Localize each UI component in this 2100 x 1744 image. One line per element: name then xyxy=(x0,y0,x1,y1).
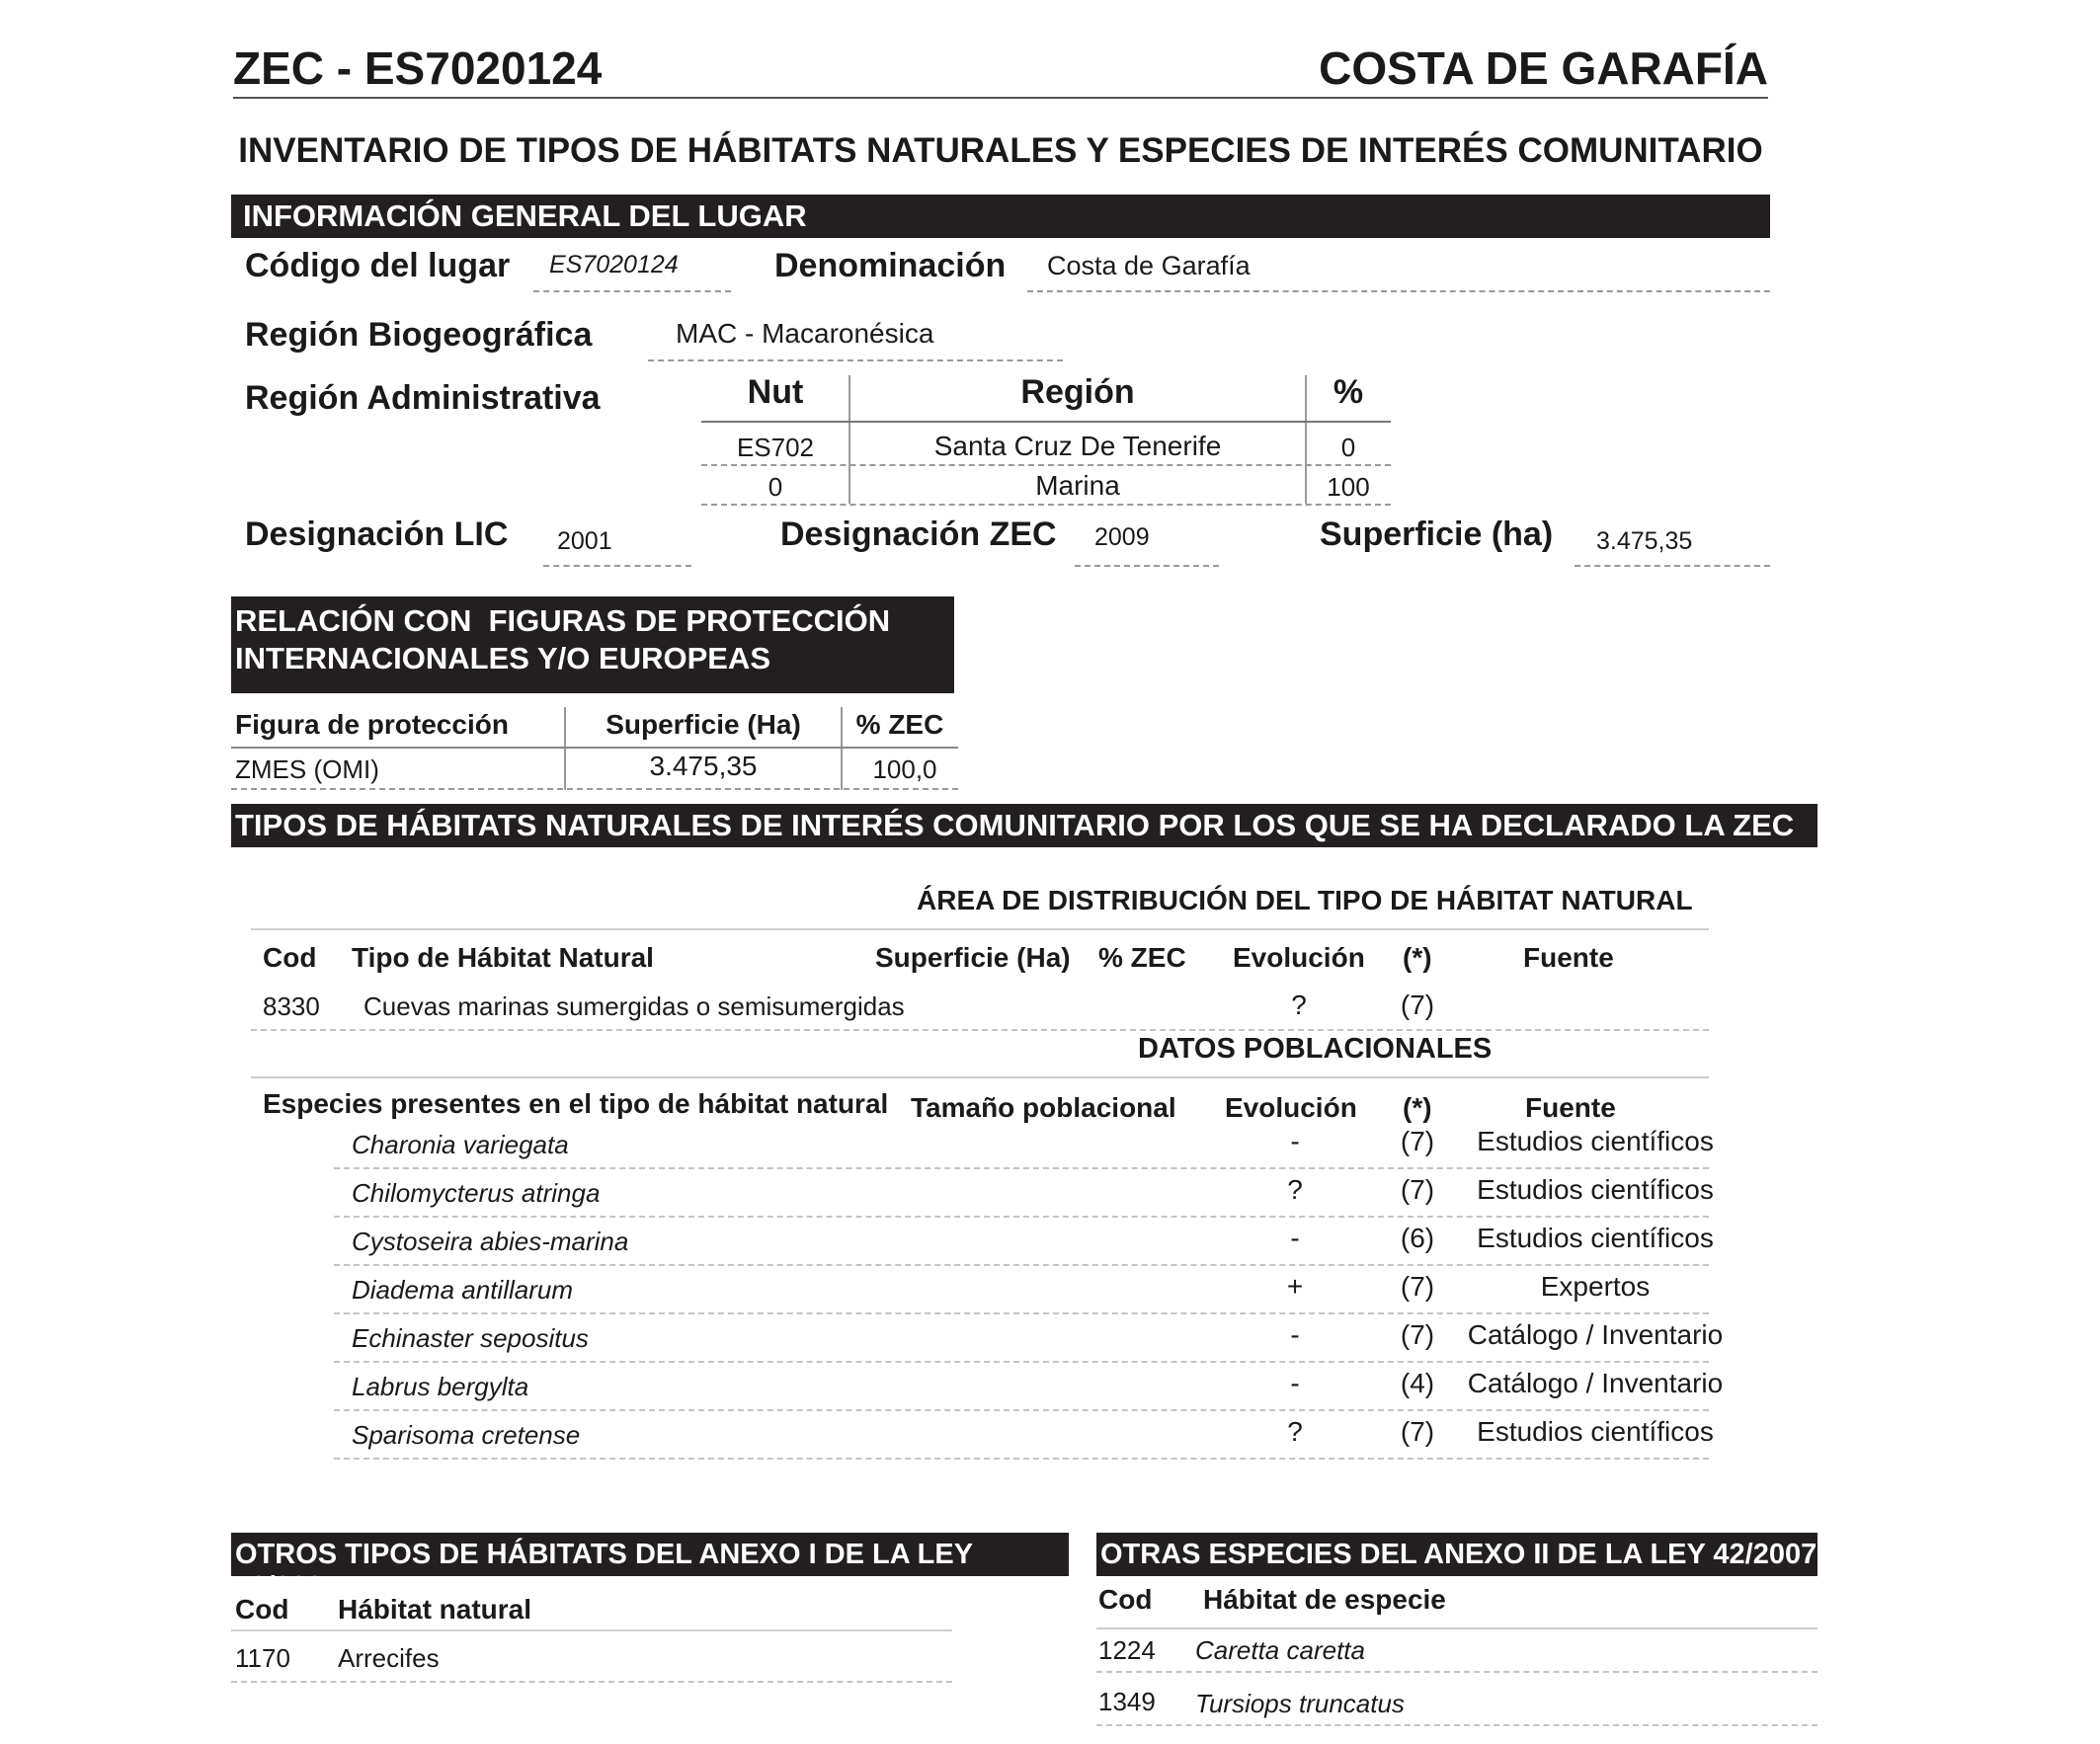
lic-label: Designación LIC xyxy=(245,515,509,553)
species-cell-fuente: Estudios científicos xyxy=(1477,1174,1714,1205)
species-cell-fuente: Catálogo / Inventario xyxy=(1467,1319,1724,1350)
species-cell-fuente: Estudios científicos xyxy=(1477,1416,1714,1447)
otras-especies-row-rule xyxy=(1096,1671,1817,1673)
region-bio-label: Región Biogeográfica xyxy=(245,316,593,354)
admin-header-region: Región xyxy=(1020,373,1135,411)
habitat-header-cod: Cod xyxy=(263,942,317,973)
lic-underline xyxy=(543,565,691,567)
admin-cell-region: Santa Cruz De Tenerife xyxy=(933,431,1222,461)
area-distribucion-title: ÁREA DE DISTRIBUCIÓN DEL TIPO DE HÁBITAT NATURAL xyxy=(917,885,1693,915)
codigo-underline xyxy=(533,290,731,292)
lic-value: 2001 xyxy=(557,527,612,555)
proteccion-header-superficie: Superficie (Ha) xyxy=(606,709,801,740)
species-cell-name: Cystoseira abies-marina xyxy=(352,1227,629,1256)
otras-especies-header-rule xyxy=(1096,1627,1817,1629)
habitat-header-superficie: Superficie (Ha) xyxy=(875,942,1071,973)
species-cell-ast: (7) xyxy=(1400,1126,1435,1156)
species-row-rule xyxy=(334,1361,1709,1363)
zec-label: Designación ZEC xyxy=(780,515,1057,553)
habitat-header-pct: % ZEC xyxy=(1098,942,1186,973)
zec-value: 2009 xyxy=(1094,523,1150,551)
habitat-header-tipo: Tipo de Hábitat Natural xyxy=(352,942,654,973)
habitat-cell-tipo: Cuevas marinas sumergidas o semisumergidas xyxy=(363,991,905,1021)
otros-habitats-row-rule xyxy=(231,1681,952,1683)
otras-especies-row-rule xyxy=(1096,1724,1817,1726)
species-cell-evolucion: - xyxy=(1290,1319,1300,1350)
species-cell-name: Charonia variegata xyxy=(352,1130,569,1159)
species-cell-fuente: Estudios científicos xyxy=(1477,1223,1714,1253)
denominacion-value: Costa de Garafía xyxy=(1047,251,1251,280)
species-cell-fuente: Catálogo / Inventario xyxy=(1467,1368,1724,1398)
species-cell-evolucion: ? xyxy=(1287,1416,1303,1447)
proteccion-header xyxy=(231,596,954,693)
region-admin-label: Región Administrativa xyxy=(245,379,601,417)
otros-habitats-header-habitat: Hábitat natural xyxy=(338,1594,532,1625)
species-cell-name: Echinaster sepositus xyxy=(352,1323,589,1353)
species-cell-ast: (4) xyxy=(1400,1368,1435,1398)
codigo-label: Código del lugar xyxy=(245,247,511,284)
species-header-ast: (*) xyxy=(1403,1092,1432,1123)
species-cell-evolucion: - xyxy=(1290,1368,1300,1398)
habitat-header-ast: (*) xyxy=(1403,942,1432,973)
admin-cell-nut: ES702 xyxy=(736,433,815,462)
admin-cell-region: Marina xyxy=(1035,470,1120,501)
proteccion-title-line2: INTERNACIONALES Y/O EUROPEAS xyxy=(235,641,771,675)
proteccion-header-rule xyxy=(231,747,958,749)
habitats-header: TIPOS DE HÁBITATS NATURALES DE INTERÉS COMUNITARIO POR LOS QUE SE HA DECLARADO LA ZEC xyxy=(231,804,1817,847)
denominacion-label: Denominación xyxy=(774,247,1007,284)
species-header-tamano: Tamaño poblacional xyxy=(911,1092,1176,1123)
species-row-rule xyxy=(334,1409,1709,1411)
proteccion-header-figura: Figura de protección xyxy=(235,709,509,740)
species-cell-ast: (7) xyxy=(1400,1319,1435,1350)
proteccion-title-line1: RELACIÓN CON FIGURAS DE PROTECCIÓN xyxy=(235,603,891,638)
otros-habitats-header-cod: Cod xyxy=(235,1594,289,1625)
superficie-value: 3.475,35 xyxy=(1596,527,1693,555)
species-header-fuente: Fuente xyxy=(1525,1092,1616,1123)
species-cell-ast: (7) xyxy=(1400,1174,1435,1205)
admin-header-nut: Nut xyxy=(747,373,804,411)
species-row-rule xyxy=(334,1458,1709,1460)
species-row-rule xyxy=(334,1312,1709,1314)
superficie-label: Superficie (ha) xyxy=(1320,515,1554,553)
species-cell-name: Chilomycterus atringa xyxy=(352,1178,601,1208)
species-row-rule xyxy=(334,1167,1709,1169)
species-header-especies: Especies presentes en el tipo de hábitat natural xyxy=(263,1088,889,1119)
species-cell-ast: (6) xyxy=(1400,1223,1435,1253)
proteccion-cell-pct: 100,0 xyxy=(872,754,937,784)
species-row-rule xyxy=(334,1264,1709,1266)
codigo-value: ES7020124 xyxy=(549,251,679,278)
habitat-cell-cod: 8330 xyxy=(263,991,320,1021)
species-cell-evolucion: - xyxy=(1290,1126,1300,1156)
species-cell-name: Diadema antillarum xyxy=(352,1275,573,1305)
region-bio-value: MAC - Macaronésica xyxy=(676,318,934,349)
site-name-title: COSTA DE GARAFÍA xyxy=(1319,42,1768,94)
zec-underline xyxy=(1075,565,1219,567)
document-title: INVENTARIO DE TIPOS DE HÁBITATS NATURALES Y ESPECIES DE INTERÉS COMUNITARIO xyxy=(238,131,1763,170)
site-code-title: ZEC - ES7020124 xyxy=(233,42,603,94)
species-cell-ast: (7) xyxy=(1400,1271,1435,1302)
habitat-cell-ast: (7) xyxy=(1400,990,1435,1020)
species-cell-fuente: Estudios científicos xyxy=(1477,1126,1714,1156)
admin-cell-pct: 100 xyxy=(1327,472,1370,502)
species-cell-evolucion: ? xyxy=(1287,1174,1303,1205)
otras-especies-cell-cod: 1349 xyxy=(1098,1687,1156,1716)
species-cell-ast: (7) xyxy=(1400,1416,1435,1447)
otras-especies-header-cod: Cod xyxy=(1098,1584,1153,1615)
admin-header-pct: % xyxy=(1333,373,1364,411)
species-row-rule xyxy=(334,1216,1709,1218)
denominacion-underline xyxy=(1027,290,1770,292)
habitat-cell-evolucion: ? xyxy=(1291,990,1307,1020)
otros-habitats-header-rule xyxy=(231,1629,952,1631)
proteccion-cell-figura: ZMES (OMI) xyxy=(235,754,379,784)
general-info-header: INFORMACIÓN GENERAL DEL LUGAR xyxy=(231,195,1770,238)
habitat-header-evolucion: Evolución xyxy=(1233,942,1365,973)
otras-especies-cell-name: Caretta caretta xyxy=(1195,1635,1365,1665)
otras-especies-cell-cod: 1224 xyxy=(1098,1635,1156,1665)
header-rule xyxy=(233,97,1768,99)
admin-header-rule xyxy=(701,421,1391,423)
admin-cell-pct: 0 xyxy=(1340,433,1356,462)
species-cell-name: Sparisoma cretense xyxy=(352,1420,581,1450)
species-header-evolucion: Evolución xyxy=(1225,1092,1357,1123)
superficie-underline xyxy=(1575,565,1770,567)
proteccion-header-pct: % ZEC xyxy=(855,709,944,740)
habitat-row-rule xyxy=(251,1029,1709,1031)
otras-especies-cell-name: Tursiops truncatus xyxy=(1195,1689,1405,1718)
admin-row-rule xyxy=(701,504,1391,506)
datos-poblacionales-title: DATOS POBLACIONALES xyxy=(1138,1033,1493,1065)
species-cell-evolucion: + xyxy=(1286,1271,1304,1302)
datos-title-rule xyxy=(251,1076,1709,1078)
admin-cell-nut: 0 xyxy=(767,472,783,502)
region-bio-underline xyxy=(648,359,1063,361)
area-title-rule xyxy=(251,928,1709,930)
otros-habitats-header: OTROS TIPOS DE HÁBITATS DEL ANEXO I DE LA LEY 42/2007 xyxy=(231,1533,1069,1576)
proteccion-cell-superficie: 3.475,35 xyxy=(649,751,758,781)
species-cell-name: Labrus bergylta xyxy=(352,1372,529,1401)
species-cell-evolucion: - xyxy=(1290,1223,1300,1253)
admin-row-rule xyxy=(701,464,1391,466)
otros-habitats-cell-cod: 1170 xyxy=(235,1643,290,1673)
habitat-header-fuente: Fuente xyxy=(1523,942,1614,973)
species-cell-fuente: Expertos xyxy=(1540,1271,1651,1302)
otras-especies-header: OTRAS ESPECIES DEL ANEXO II DE LA LEY 42/2007 xyxy=(1096,1533,1817,1576)
otros-habitats-cell-habitat: Arrecifes xyxy=(338,1643,440,1673)
proteccion-row-rule xyxy=(231,788,958,790)
otras-especies-header-habitat: Hábitat de especie xyxy=(1203,1584,1446,1615)
